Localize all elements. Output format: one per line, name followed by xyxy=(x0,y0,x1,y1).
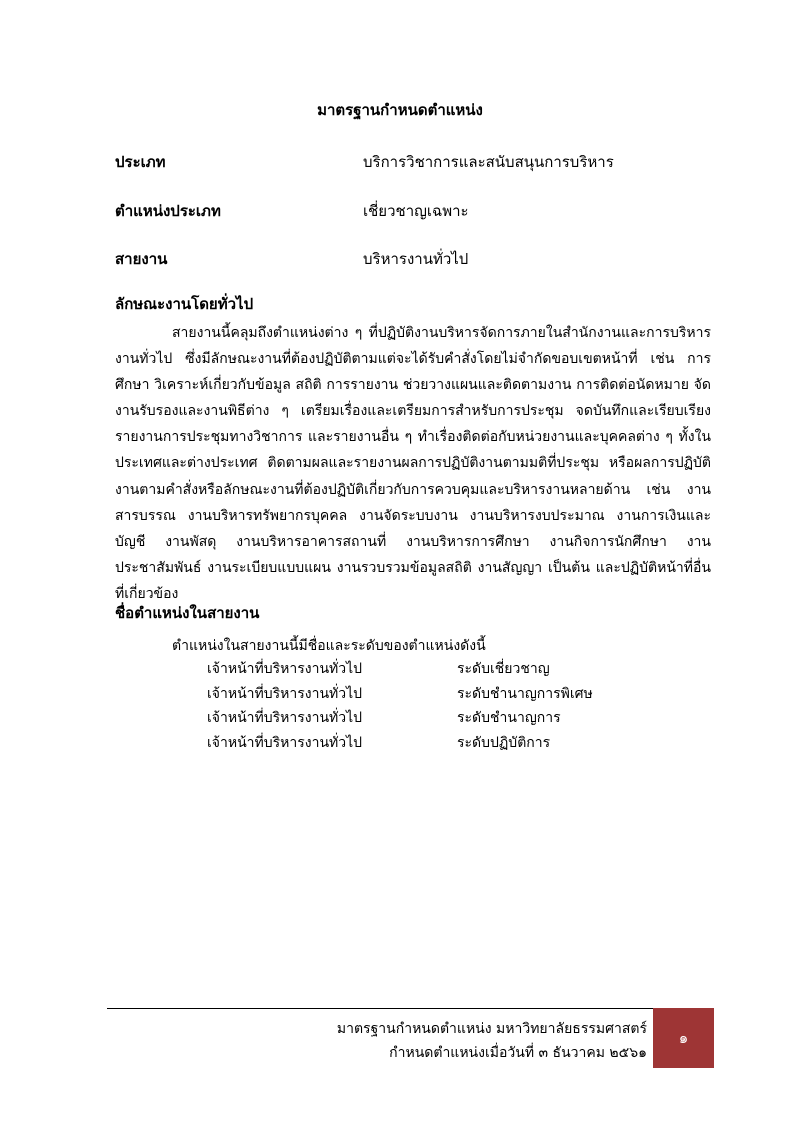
field-value-job-line: บริหารงานทั่วไป xyxy=(363,250,469,268)
general-nature-body: สายงานนี้คลุมถึงตำแหน่งต่าง ๆ ที่ปฏิบัติงานบริหารจัดการภายในสำนักงานและการบริหารงานทั่วไป ซึ่งมีลักษณะงานที่ต้องปฏิบัติตามแต่จะได้รับคำสั่งโดยไม่จำกัดขอบเขตหน้าที่ เช่น การศึกษา วิเคราะห์เกี่ยวกับข้อมูล สถิติ การรายงาน ช่วยวางแผนและติดตามงาน การติดต่อนัดหมาย จัดงานรับรองและงานพิธีต่าง ๆ เตรียมเรื่องและเตรียมการสำหรับการประชุม จดบันทึกและเรียบเรียงรายงานการประชุมทางวิชาการ และรายงานอื่น ๆ ทำเรื่องติดต่อกับหน่วยงานและบุคคลต่าง ๆ ทั้งในประเทศและต่างประเทศ ติดตามผลและรายงานผลการปฏิบัติงานตามมติที่ประชุม หรือผลการปฏิบัติงานตามคำสั่งหรือลักษณะงานที่ต้องปฏิบัติเกี่ยวกับการควบคุมและบริหารงานหลายด้าน เช่น งานสารบรรณ งานบริหารทรัพยากรบุคคล งานจัดระบบงาน งานบริหารงบประมาณ งานการเงินและบัญชี งานพัสดุ งานบริหารอาคารสถานที่ งานบริหารการศึกษา งานกิจการนักศึกษา งานประชาสัมพันธ์ งานระเบียบแบบแผน งานรวบรวมข้อมูลสถิติ งานสัญญา เป็นต้น และปฏิบัติหน้าที่อื่นที่เกี่ยวข้อง xyxy=(115,325,711,602)
field-label-category: ประเภท xyxy=(115,153,166,171)
position-name: เจ้าหน้าที่บริหารงานทั่วไป xyxy=(207,710,363,726)
positions-list xyxy=(207,657,607,755)
position-level: ระดับชำนาญการพิเศษ xyxy=(457,685,593,702)
position-level: ระดับเชี่ยวชาญ xyxy=(457,661,550,677)
page-number-box xyxy=(653,1008,714,1068)
page-number: ๑ xyxy=(678,1029,689,1047)
position-name: เจ้าหน้าที่บริหารงานทั่วไป xyxy=(207,734,363,751)
page-title: มาตรฐานกำหนดตำแหน่ง xyxy=(317,101,483,119)
footer-line-2: กำหนดตำแหน่งเมื่อวันที่ ๓ ธันวาคม ๒๕๖๑ xyxy=(389,1045,647,1061)
position-name: เจ้าหน้าที่บริหารงานทั่วไป xyxy=(207,661,363,677)
list-item xyxy=(207,682,607,707)
positions-heading: ชื่อตำแหน่งในสายงาน xyxy=(115,604,260,622)
field-label-position-type: ตำแหน่งประเภท xyxy=(115,202,221,220)
positions-intro: ตำแหน่งในสายงานนี้มีชื่อและระดับของตำแหน่งดังนี้ xyxy=(172,638,486,654)
field-label-job-line: สายงาน xyxy=(115,250,168,268)
position-name: เจ้าหน้าที่บริหารงานทั่วไป xyxy=(207,685,363,702)
list-item xyxy=(207,657,607,682)
position-level: ระดับชำนาญการ xyxy=(457,710,561,726)
position-level: ระดับปฏิบัติการ xyxy=(457,734,551,751)
footer-divider xyxy=(107,1008,653,1009)
general-nature-heading: ลักษณะงานโดยทั่วไป xyxy=(115,295,254,313)
footer-line-1: มาตรฐานกำหนดตำแหน่ง มหาวิทยาลัยธรรมศาสตร์ xyxy=(336,1021,647,1037)
list-item xyxy=(207,706,607,731)
field-value-position-type: เชี่ยวชาญเฉพาะ xyxy=(363,202,469,220)
field-value-category: บริการวิชาการและสนับสนุนการบริหาร xyxy=(363,153,614,171)
list-item xyxy=(207,731,607,756)
